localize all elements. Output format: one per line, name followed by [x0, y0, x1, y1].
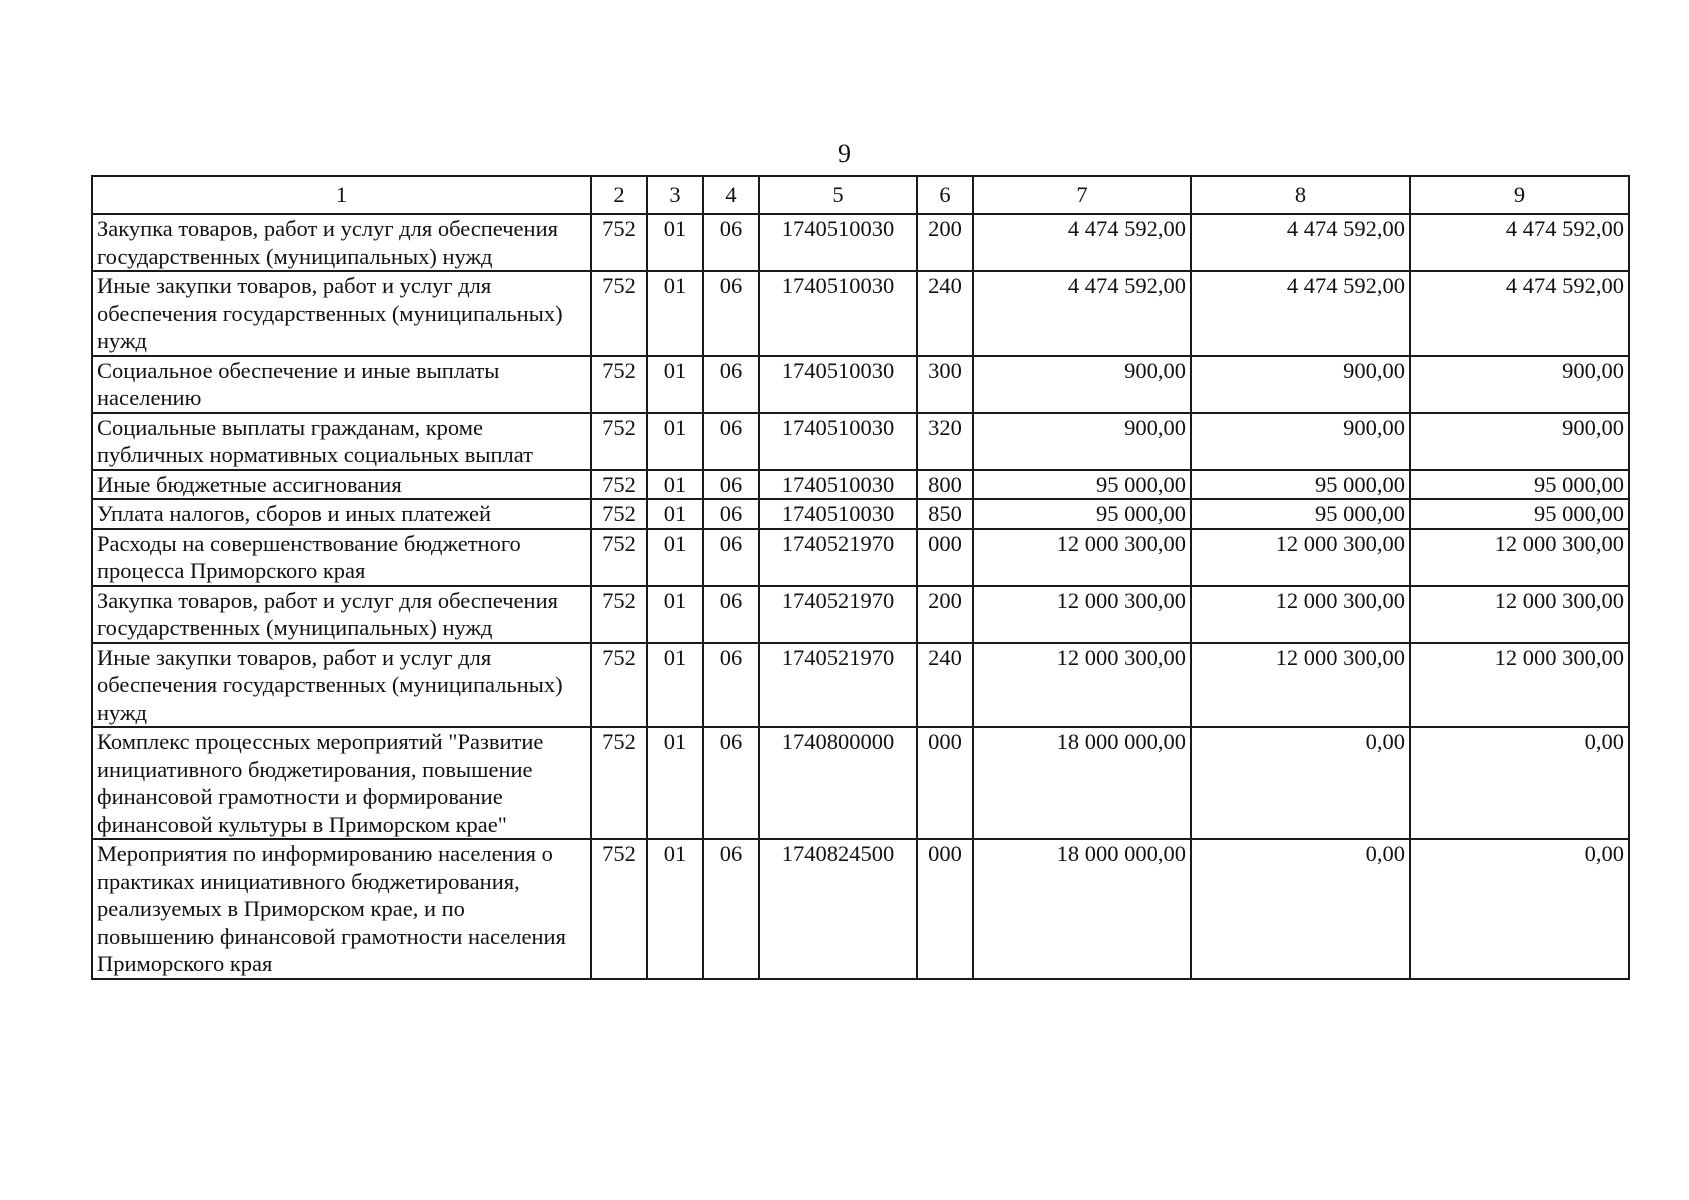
target-article-code: 1740521970 — [759, 529, 917, 586]
amount-col-9: 95 000,00 — [1410, 499, 1629, 529]
amount-col-8: 12 000 300,00 — [1191, 643, 1410, 728]
amount-col-7: 95 000,00 — [973, 499, 1191, 529]
target-article-code: 1740510030 — [759, 271, 917, 356]
expense-name: Расходы на совершенствование бюджетного процесса Приморского края — [92, 529, 591, 586]
amount-col-8: 4 474 592,00 — [1191, 214, 1410, 271]
subsection-code: 06 — [703, 413, 759, 470]
page-number: 9 — [838, 139, 851, 168]
subsection-code: 06 — [703, 499, 759, 529]
target-article-code: 1740521970 — [759, 586, 917, 643]
amount-col-8: 900,00 — [1191, 356, 1410, 413]
expense-name: Иные закупки товаров, работ и услуг для обеспечения государственных (муниципальных) нужд — [92, 643, 591, 728]
table-row — [92, 356, 1629, 413]
table-row — [92, 839, 1629, 979]
target-article-code: 1740510030 — [759, 499, 917, 529]
budget-table — [91, 175, 1630, 980]
expense-type-code: 850 — [917, 499, 973, 529]
table-row — [92, 529, 1629, 586]
subsection-code: 06 — [703, 356, 759, 413]
amount-col-7: 900,00 — [973, 356, 1191, 413]
ministry-code: 752 — [591, 413, 647, 470]
amount-col-8: 12 000 300,00 — [1191, 586, 1410, 643]
expense-name: Иные закупки товаров, работ и услуг для обеспечения государственных (муниципальных) нужд — [92, 271, 591, 356]
expense-name: Закупка товаров, работ и услуг для обеспечения государственных (муниципальных) нужд — [92, 586, 591, 643]
section-code: 01 — [647, 271, 703, 356]
amount-col-8: 95 000,00 — [1191, 470, 1410, 500]
expense-name: Иные бюджетные ассигнования — [92, 470, 591, 500]
subsection-code: 06 — [703, 643, 759, 728]
subsection-code: 06 — [703, 470, 759, 500]
amount-col-7: 12 000 300,00 — [973, 529, 1191, 586]
header-cell: 3 — [647, 176, 703, 214]
section-code: 01 — [647, 356, 703, 413]
subsection-code: 06 — [703, 586, 759, 643]
expense-type-code: 240 — [917, 271, 973, 356]
amount-col-8: 95 000,00 — [1191, 499, 1410, 529]
subsection-code: 06 — [703, 271, 759, 356]
table-row — [92, 643, 1629, 728]
amount-col-8: 4 474 592,00 — [1191, 271, 1410, 356]
amount-col-7: 12 000 300,00 — [973, 586, 1191, 643]
header-cell: 9 — [1410, 176, 1629, 214]
amount-col-7: 95 000,00 — [973, 470, 1191, 500]
ministry-code: 752 — [591, 470, 647, 500]
amount-col-9: 900,00 — [1410, 413, 1629, 470]
target-article-code: 1740510030 — [759, 356, 917, 413]
table-row — [92, 727, 1629, 839]
target-article-code: 1740800000 — [759, 727, 917, 839]
section-code: 01 — [647, 839, 703, 979]
section-code: 01 — [647, 529, 703, 586]
expense-type-code: 240 — [917, 643, 973, 728]
amount-col-9: 12 000 300,00 — [1410, 586, 1629, 643]
section-code: 01 — [647, 470, 703, 500]
amount-col-9: 12 000 300,00 — [1410, 643, 1629, 728]
ministry-code: 752 — [591, 356, 647, 413]
ministry-code: 752 — [591, 214, 647, 271]
expense-name: Социальное обеспечение и иные выплаты населению — [92, 356, 591, 413]
amount-col-7: 4 474 592,00 — [973, 271, 1191, 356]
section-code: 01 — [647, 214, 703, 271]
expense-name: Закупка товаров, работ и услуг для обеспечения государственных (муниципальных) нужд — [92, 214, 591, 271]
target-article-code: 1740521970 — [759, 643, 917, 728]
expense-type-code: 320 — [917, 413, 973, 470]
section-code: 01 — [647, 643, 703, 728]
header-cell: 8 — [1191, 176, 1410, 214]
target-article-code: 1740824500 — [759, 839, 917, 979]
section-code: 01 — [647, 727, 703, 839]
table-row — [92, 586, 1629, 643]
subsection-code: 06 — [703, 529, 759, 586]
amount-col-9: 95 000,00 — [1410, 470, 1629, 500]
expense-type-code: 000 — [917, 727, 973, 839]
expense-type-code: 200 — [917, 586, 973, 643]
amount-col-7: 12 000 300,00 — [973, 643, 1191, 728]
table-row — [92, 470, 1629, 500]
target-article-code: 1740510030 — [759, 470, 917, 500]
amount-col-8: 12 000 300,00 — [1191, 529, 1410, 586]
amount-col-8: 900,00 — [1191, 413, 1410, 470]
subsection-code: 06 — [703, 839, 759, 979]
ministry-code: 752 — [591, 271, 647, 356]
amount-col-9: 4 474 592,00 — [1410, 214, 1629, 271]
ministry-code: 752 — [591, 586, 647, 643]
amount-col-8: 0,00 — [1191, 727, 1410, 839]
expense-type-code: 200 — [917, 214, 973, 271]
section-code: 01 — [647, 499, 703, 529]
expense-name: Социальные выплаты гражданам, кроме публичных нормативных социальных выплат — [92, 413, 591, 470]
amount-col-7: 18 000 000,00 — [973, 727, 1191, 839]
amount-col-9: 900,00 — [1410, 356, 1629, 413]
expense-name: Мероприятия по информированию населения о практиках инициативного бюджетирования, реализуемых в Приморском крае, и по повышению финансовой грамотности населения Приморского края — [92, 839, 591, 979]
amount-col-8: 0,00 — [1191, 839, 1410, 979]
amount-col-9: 4 474 592,00 — [1410, 271, 1629, 356]
header-row — [92, 176, 1629, 214]
header-cell: 6 — [917, 176, 973, 214]
section-code: 01 — [647, 586, 703, 643]
amount-col-9: 12 000 300,00 — [1410, 529, 1629, 586]
table-row — [92, 413, 1629, 470]
ministry-code: 752 — [591, 499, 647, 529]
header-cell: 7 — [973, 176, 1191, 214]
header-cell: 4 — [703, 176, 759, 214]
expense-type-code: 800 — [917, 470, 973, 500]
section-code: 01 — [647, 413, 703, 470]
header-cell: 1 — [92, 176, 591, 214]
amount-col-9: 0,00 — [1410, 839, 1629, 979]
amount-col-9: 0,00 — [1410, 727, 1629, 839]
table-row — [92, 271, 1629, 356]
amount-col-7: 18 000 000,00 — [973, 839, 1191, 979]
ministry-code: 752 — [591, 727, 647, 839]
target-article-code: 1740510030 — [759, 214, 917, 271]
expense-type-code: 000 — [917, 839, 973, 979]
table-row — [92, 499, 1629, 529]
header-cell: 5 — [759, 176, 917, 214]
amount-col-7: 4 474 592,00 — [973, 214, 1191, 271]
ministry-code: 752 — [591, 839, 647, 979]
ministry-code: 752 — [591, 529, 647, 586]
subsection-code: 06 — [703, 727, 759, 839]
subsection-code: 06 — [703, 214, 759, 271]
expense-type-code: 300 — [917, 356, 973, 413]
table-row — [92, 214, 1629, 271]
expense-type-code: 000 — [917, 529, 973, 586]
ministry-code: 752 — [591, 643, 647, 728]
expense-name: Комплекс процессных мероприятий "Развитие инициативного бюджетирования, повышение финансовой грамотности и формирование финансовой культуры в Приморском крае" — [92, 727, 591, 839]
target-article-code: 1740510030 — [759, 413, 917, 470]
expense-name: Уплата налогов, сборов и иных платежей — [92, 499, 591, 529]
header-cell: 2 — [591, 176, 647, 214]
amount-col-7: 900,00 — [973, 413, 1191, 470]
